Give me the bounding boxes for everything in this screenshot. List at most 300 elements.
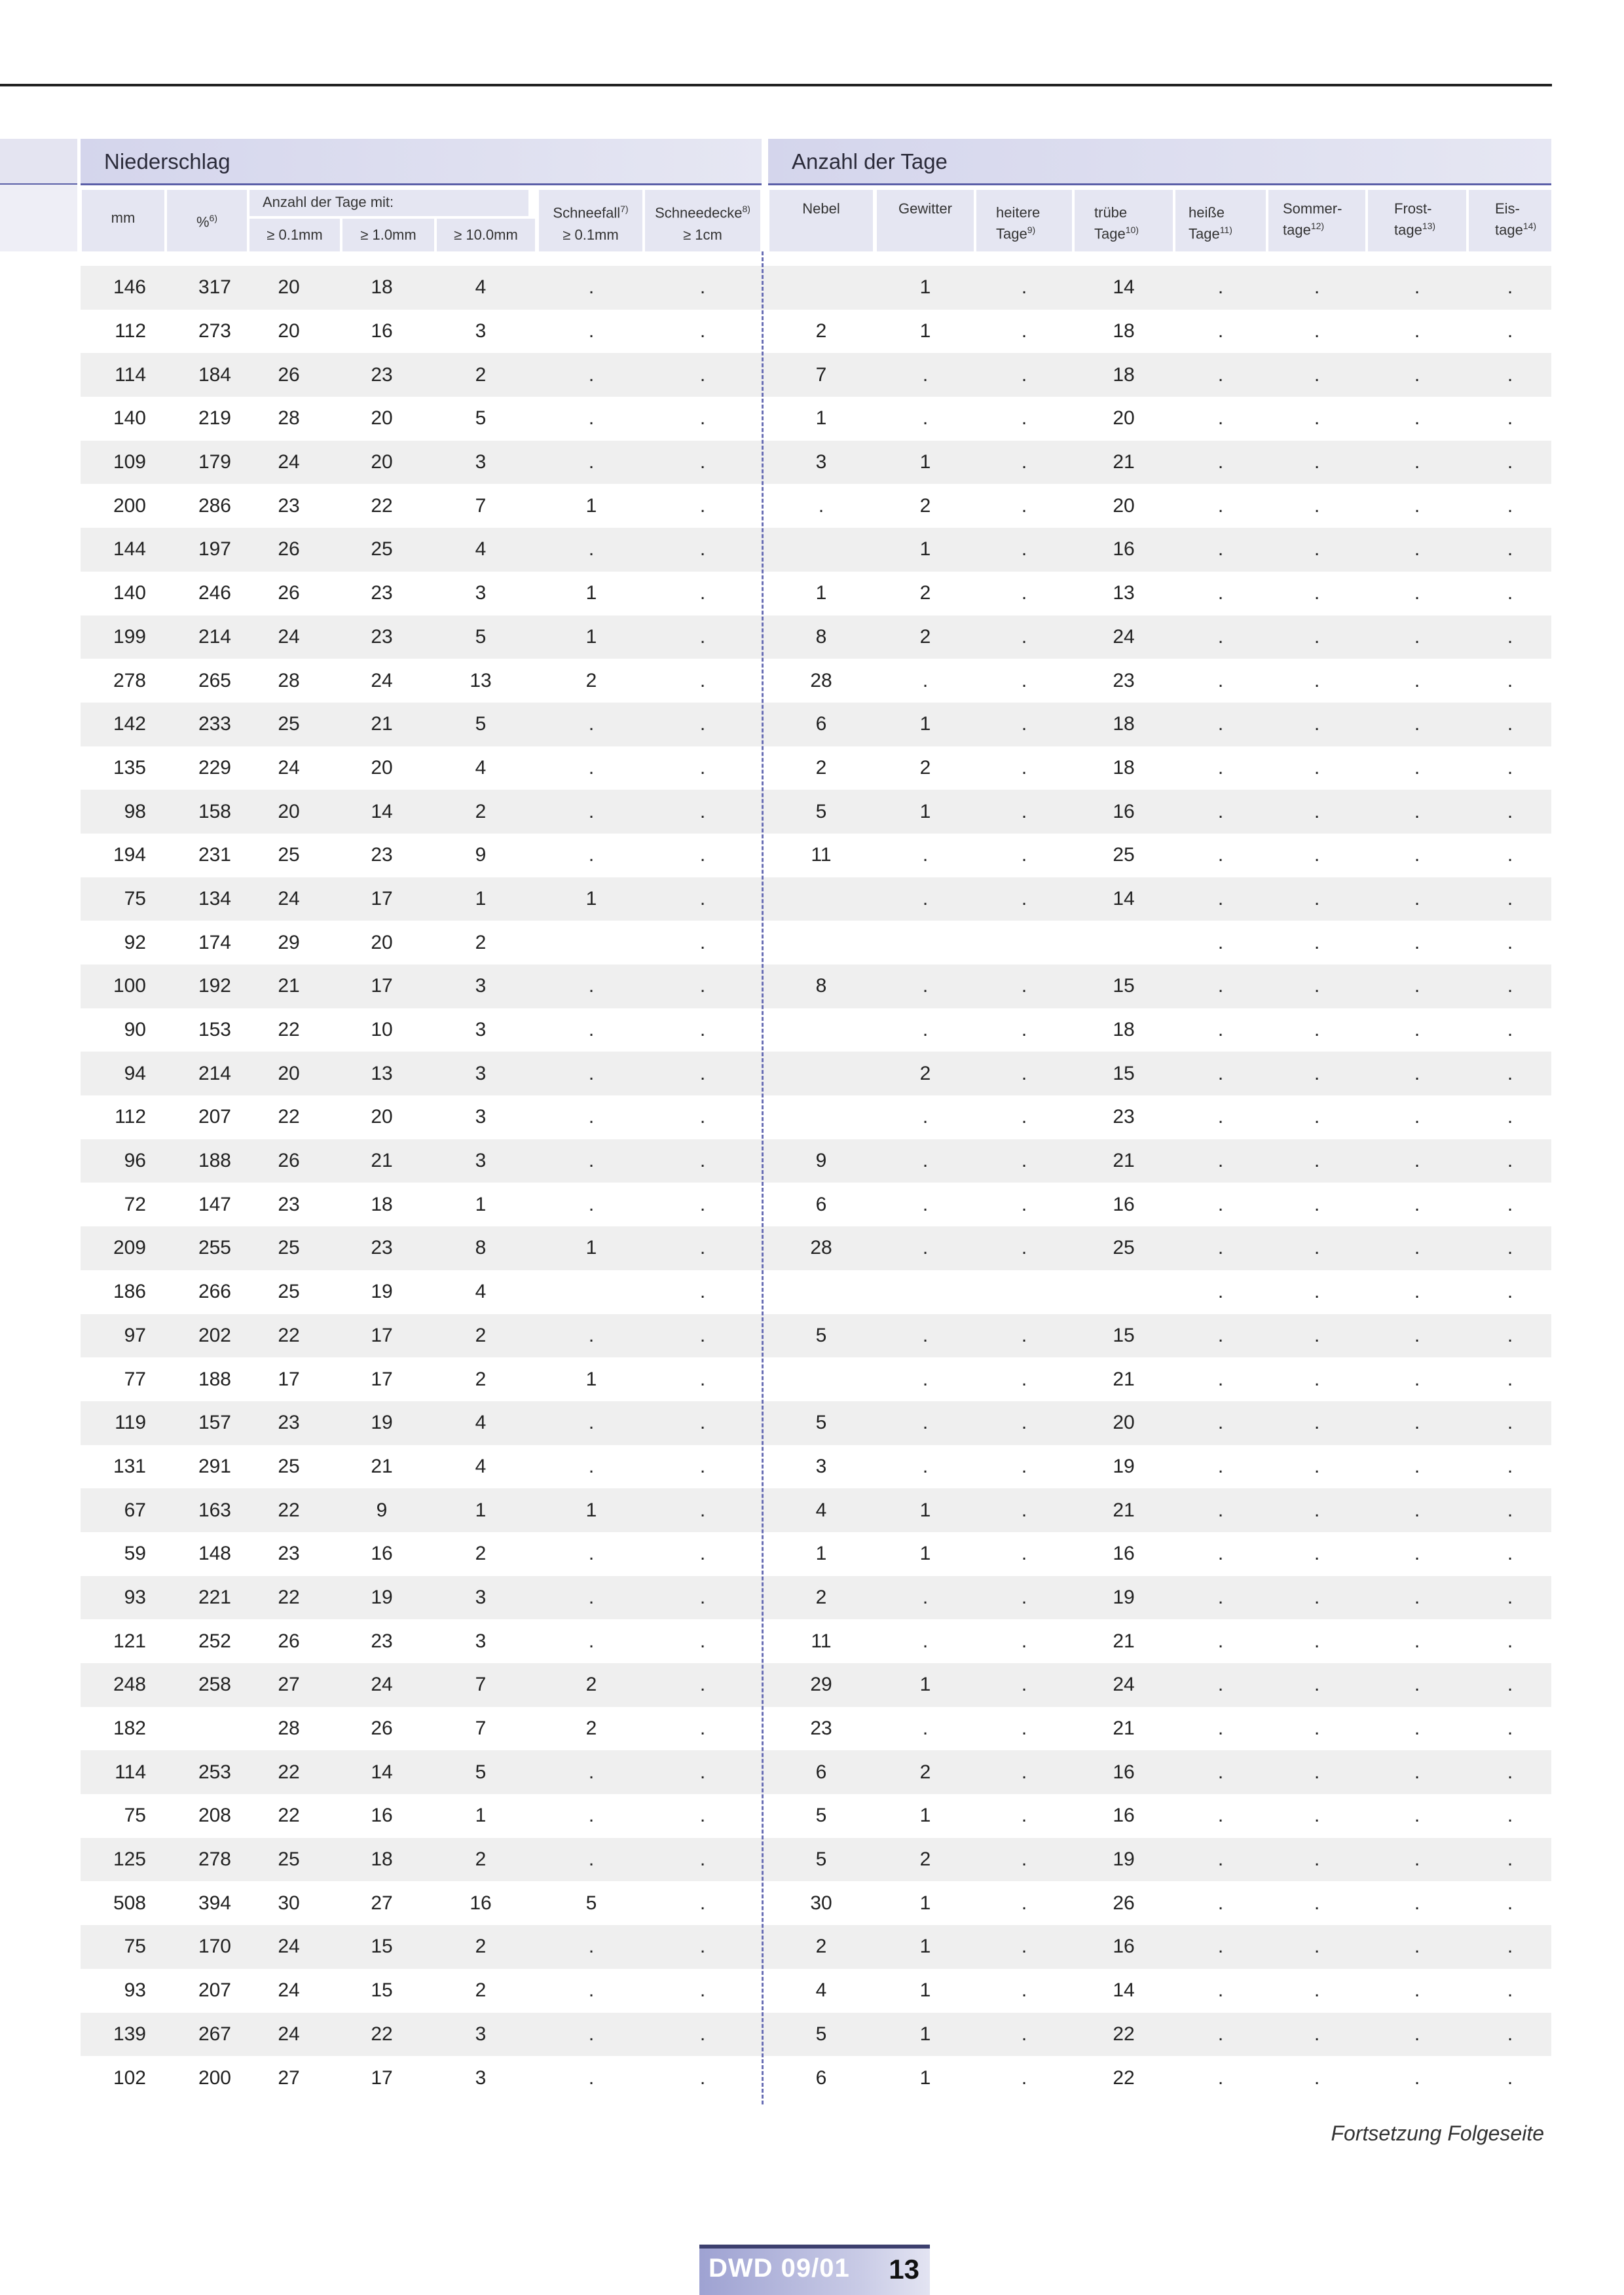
table-cell: . [922, 844, 929, 866]
table-cell: . [1217, 1324, 1224, 1346]
table-cell: 2 [475, 1543, 487, 1565]
table-cell: . [1217, 1761, 1224, 1783]
table-cell: 202 [198, 1324, 231, 1346]
table-cell: . [588, 713, 595, 735]
table-cell: 22 [278, 1499, 300, 1521]
table-cell: . [1021, 887, 1027, 909]
table-row [81, 746, 1551, 790]
table-cell: 20 [1113, 494, 1135, 517]
table-cell: 135 [113, 756, 146, 779]
table-cell: . [1021, 1979, 1027, 2002]
table-cell: 153 [198, 1019, 231, 1041]
table-cell: . [1217, 1019, 1224, 1041]
table-cell: 25 [278, 1455, 300, 1477]
table-row [81, 1576, 1551, 1620]
table-cell: 200 [113, 494, 146, 517]
table-cell: . [588, 975, 595, 997]
table-row [81, 2056, 1551, 2100]
top-rule [0, 84, 1552, 86]
table-cell: 20 [278, 800, 300, 822]
table-cell: 14 [371, 1761, 393, 1783]
table-cell: . [1314, 2066, 1320, 2089]
subhead-frosttage [1368, 190, 1466, 251]
table-cell: 21 [371, 1150, 393, 1172]
table-cell: 11 [811, 1630, 832, 1652]
table-cell: 15 [371, 1936, 393, 1958]
table-cell: . [699, 1499, 706, 1521]
table-cell: 16 [371, 1543, 393, 1565]
table-cell: 6 [815, 1761, 827, 1783]
table-cell: . [1414, 1193, 1420, 1215]
table-cell: 16 [371, 320, 393, 342]
table-cell: 25 [1113, 1237, 1135, 1259]
page-number: 13 [889, 2254, 919, 2285]
table-cell: 23 [1113, 669, 1135, 691]
table-cell: . [588, 1150, 595, 1172]
table-cell: 140 [113, 582, 146, 604]
table-cell: . [1314, 582, 1320, 604]
table-row [81, 1750, 1551, 1794]
table-cell: 2 [475, 1979, 487, 2002]
table-cell: 1 [475, 1805, 487, 1827]
table-cell: . [922, 1630, 929, 1652]
table-cell: . [1217, 669, 1224, 691]
table-cell: 1 [585, 887, 597, 909]
table-cell: . [1507, 1412, 1513, 1434]
table-cell: 258 [198, 1674, 231, 1696]
table-cell: 25 [371, 538, 393, 560]
table-cell: . [818, 494, 824, 517]
table-row [81, 1270, 1551, 1314]
table-cell: . [699, 1237, 706, 1259]
subhead-anzahl-mit-label: Anzahl der Tage mit: [263, 194, 394, 210]
subhead-eis-sup: 14) [1522, 221, 1537, 231]
subhead-anzahl-mit [249, 190, 528, 216]
table-cell: . [588, 1062, 595, 1084]
table-cell: . [1414, 1543, 1420, 1565]
table-cell: . [1217, 1499, 1224, 1521]
table-cell: 23 [371, 1237, 393, 1259]
table-cell: 24 [1113, 1674, 1135, 1696]
table-cell: . [1021, 363, 1027, 386]
table-cell: 394 [198, 1892, 231, 1914]
table-cell: 252 [198, 1630, 231, 1652]
table-cell: . [1414, 1106, 1420, 1128]
table-cell: . [1314, 1761, 1320, 1783]
table-cell: 1 [585, 582, 597, 604]
table-cell: 21 [1113, 1717, 1135, 1740]
table-cell: 248 [113, 1674, 146, 1696]
table-cell: 2 [919, 1761, 931, 1783]
table-cell: . [1314, 1193, 1320, 1215]
table-cell: . [1217, 1543, 1224, 1565]
table-cell: . [588, 1761, 595, 1783]
subhead-pct-label: % [196, 213, 210, 230]
table-row [81, 1488, 1551, 1532]
table-cell: . [922, 1106, 929, 1128]
table-cell: . [1217, 756, 1224, 779]
table-cell: 1 [585, 1368, 597, 1390]
table-cell: 112 [115, 320, 146, 342]
table-cell: 1 [919, 713, 931, 735]
table-cell: . [1021, 1019, 1027, 1041]
table-cell: . [1314, 975, 1320, 997]
table-cell: 163 [198, 1499, 231, 1521]
table-cell: . [1507, 1281, 1513, 1303]
table-cell: 157 [198, 1412, 231, 1434]
table-cell: . [1021, 1936, 1027, 1958]
table-cell [769, 1052, 873, 1095]
table-cell: 28 [278, 669, 300, 691]
table-cell: . [1414, 1499, 1420, 1521]
subhead-heisse-sup: 11) [1219, 225, 1232, 235]
table-cell: 11 [811, 844, 832, 866]
table-cell: 1 [475, 1499, 487, 1521]
table-cell: . [699, 975, 706, 997]
table-cell: 16 [1113, 1543, 1135, 1565]
table-cell: 3 [475, 1630, 487, 1652]
table-cell: . [699, 1412, 706, 1434]
table-cell: 148 [198, 1543, 231, 1565]
table-cell: 94 [124, 1062, 146, 1084]
table-cell: 23 [278, 494, 300, 517]
subhead-heitere-sup: 9) [1027, 225, 1036, 235]
table-cell: 16 [470, 1892, 492, 1914]
table-cell: 14 [1113, 276, 1135, 299]
table-cell: 13 [1113, 582, 1135, 604]
table-cell: . [1507, 1543, 1513, 1565]
table-cell: 2 [475, 931, 487, 953]
table-cell: . [1021, 1150, 1027, 1172]
table-cell: . [1414, 756, 1420, 779]
table-cell: . [1314, 494, 1320, 517]
table-cell: . [1314, 1281, 1320, 1303]
table-row [81, 266, 1551, 310]
table-cell: . [1507, 1979, 1513, 2002]
table-cell: . [1414, 1368, 1420, 1390]
table-cell: . [1414, 1412, 1420, 1434]
table-cell: 67 [124, 1499, 146, 1521]
table-cell: . [1507, 1455, 1513, 1477]
table-cell: . [699, 931, 706, 953]
table-cell: 23 [810, 1717, 832, 1740]
table-cell: 4 [475, 1412, 487, 1434]
subhead-schneefall-sub: ≥ 0.1mm [563, 227, 619, 244]
table-cell: 15 [371, 1979, 393, 2002]
table-row [81, 834, 1551, 877]
table-cell: . [588, 451, 595, 473]
table-cell: . [1217, 276, 1224, 299]
table-cell [769, 1008, 873, 1052]
table-cell: . [1217, 1630, 1224, 1652]
table-cell: 14 [1113, 1979, 1135, 2002]
table-cell: 24 [278, 1936, 300, 1958]
table-cell: 200 [198, 2066, 231, 2089]
table-cell: 134 [198, 887, 231, 909]
table-cell: . [1021, 1455, 1027, 1477]
table-cell: 19 [371, 1412, 393, 1434]
table-cell: . [1217, 1237, 1224, 1259]
table-cell: . [1414, 451, 1420, 473]
table-cell: . [699, 276, 706, 299]
table-cell: . [699, 1455, 706, 1477]
table-row [81, 790, 1551, 834]
table-cell: . [588, 1324, 595, 1346]
table-cell: . [699, 1630, 706, 1652]
table-cell: 23 [371, 582, 393, 604]
table-cell: . [1507, 1019, 1513, 1041]
table-row [81, 484, 1551, 528]
table-cell: 16 [1113, 1761, 1135, 1783]
table-cell: . [1314, 1674, 1320, 1696]
table-cell: 18 [371, 276, 393, 299]
table-cell: 13 [371, 1062, 393, 1084]
table-cell: 19 [371, 1281, 393, 1303]
subhead-sommertage [1268, 190, 1365, 251]
table-cell: 23 [278, 1193, 300, 1215]
table-cell: . [1314, 1237, 1320, 1259]
subhead-truebe-sup: 10) [1125, 225, 1139, 235]
table-cell: 2 [815, 756, 827, 779]
table-cell: 26 [278, 538, 300, 560]
table-cell: . [1021, 1324, 1027, 1346]
table-cell: . [699, 1368, 706, 1390]
table-cell: 4 [475, 756, 487, 779]
table-cell: . [1314, 407, 1320, 430]
table-cell: 3 [475, 1106, 487, 1128]
table-cell: . [699, 1936, 706, 1958]
table-cell: 18 [371, 1848, 393, 1871]
table-row [81, 615, 1551, 659]
table-cell: . [1021, 1193, 1027, 1215]
table-row [81, 1052, 1551, 1095]
table-row [81, 1314, 1551, 1358]
table-cell: . [1314, 1586, 1320, 1608]
table-cell: 197 [198, 538, 231, 560]
table-cell: 24 [278, 451, 300, 473]
subhead-eis-l2: tage [1495, 221, 1523, 238]
table-cell: . [1414, 1892, 1420, 1914]
table-cell: . [699, 538, 706, 560]
table-cell: . [1217, 1368, 1224, 1390]
table-cell: . [1314, 1848, 1320, 1871]
subhead-truebe-l2: Tage [1094, 225, 1126, 242]
table-cell: 20 [1113, 407, 1135, 430]
table-cell: . [1414, 1324, 1420, 1346]
table-cell: 2 [475, 363, 487, 386]
table-cell: 208 [198, 1805, 231, 1827]
table-cell: 25 [1113, 844, 1135, 866]
table-cell: 3 [815, 1455, 827, 1477]
table-cell: 17 [371, 1368, 393, 1390]
table-cell: 209 [113, 1237, 146, 1259]
table-cell: . [699, 1150, 706, 1172]
table-cell: 21 [1113, 1630, 1135, 1652]
table-cell: 146 [113, 276, 146, 299]
table-cell: 2 [475, 1324, 487, 1346]
table-cell: 25 [278, 713, 300, 735]
table-cell: . [1414, 1674, 1420, 1696]
table-cell: . [588, 1543, 595, 1565]
table-cell [769, 1357, 873, 1401]
table-cell: 28 [278, 407, 300, 430]
table-cell: . [1217, 1062, 1224, 1084]
table-cell [769, 877, 873, 921]
table-cell: 21 [1113, 1368, 1135, 1390]
table-cell: 278 [113, 669, 146, 691]
table-cell: . [922, 1150, 929, 1172]
table-cell: . [699, 1805, 706, 1827]
table-cell [769, 528, 873, 572]
subhead-heisse-l2: Tage [1189, 225, 1220, 242]
table-cell: 22 [371, 2023, 393, 2045]
table-cell: 16 [371, 1805, 393, 1827]
table-cell: 174 [198, 931, 231, 953]
table-cell: 1 [919, 800, 931, 822]
subhead-frost-l2: tage [1394, 221, 1422, 238]
table-cell: . [1414, 1936, 1420, 1958]
table-cell: 25 [278, 844, 300, 866]
table-cell: 18 [1113, 756, 1135, 779]
table-cell: . [588, 1586, 595, 1608]
table-cell: 1 [919, 1674, 931, 1696]
table-cell: 4 [475, 538, 487, 560]
table-cell: . [1507, 1848, 1513, 1871]
table-cell: 23 [371, 1630, 393, 1652]
table-cell: 59 [124, 1543, 146, 1565]
table-cell: . [1507, 1761, 1513, 1783]
table-cell: . [588, 538, 595, 560]
table-cell: . [1507, 1106, 1513, 1128]
niederschlag-rule [81, 183, 762, 185]
table-cell: 20 [371, 931, 393, 953]
table-cell: . [588, 1193, 595, 1215]
table-cell: 20 [1113, 1412, 1135, 1434]
table-cell: . [699, 1674, 706, 1696]
table-cell: . [699, 1019, 706, 1041]
subhead-sommer-sup: 12) [1310, 221, 1325, 231]
table-cell: 21 [1113, 1499, 1135, 1521]
table-cell: 2 [919, 494, 931, 517]
table-row [81, 1925, 1551, 1969]
table-cell: 3 [475, 2023, 487, 2045]
table-cell: . [1314, 1936, 1320, 1958]
table-cell: . [922, 1324, 929, 1346]
table-cell: . [1507, 1936, 1513, 1958]
table-cell: . [588, 407, 595, 430]
table-cell: . [699, 1106, 706, 1128]
table-cell: 17 [278, 1368, 300, 1390]
table-row [81, 1707, 1551, 1751]
table-cell: 102 [113, 2066, 146, 2089]
table-cell: . [1414, 669, 1420, 691]
table-cell: 3 [475, 2066, 487, 2089]
table-cell: 93 [124, 1979, 146, 2002]
continuation-note: Fortsetzung Folgeseite [1331, 2121, 1544, 2145]
table-cell: . [1414, 1848, 1420, 1871]
subhead-pct-sup: 6) [209, 213, 217, 223]
table-cell: . [1021, 582, 1027, 604]
table-cell: . [1217, 1717, 1224, 1740]
table-cell [769, 1270, 873, 1314]
subhead-pct [167, 190, 247, 251]
table-cell: 2 [919, 756, 931, 779]
table-cell: 207 [198, 1979, 231, 2002]
table-cell: . [1507, 1062, 1513, 1084]
table-cell: 1 [585, 494, 597, 517]
table-cell: 21 [371, 1455, 393, 1477]
table-cell: . [922, 975, 929, 997]
table-row [81, 659, 1551, 703]
table-cell: 22 [278, 1761, 300, 1783]
table-cell: . [922, 1717, 929, 1740]
section-divider [762, 251, 764, 2104]
subhead-heitere-l1: heitere [996, 204, 1041, 221]
table-row [81, 353, 1551, 397]
table-cell: 278 [198, 1848, 231, 1871]
table-cell: . [1021, 713, 1027, 735]
subhead-frost-sup: 13) [1422, 221, 1436, 231]
table-cell: . [922, 1019, 929, 1041]
table-cell: 23 [371, 844, 393, 866]
table-cell: 23 [371, 625, 393, 648]
table-cell: 8 [815, 975, 827, 997]
table-cell: . [1021, 1237, 1027, 1259]
table-cell: 1 [475, 887, 487, 909]
table-cell: 97 [124, 1324, 146, 1346]
table-cell: 170 [198, 1936, 231, 1958]
table-cell: . [699, 1717, 706, 1740]
table-cell: 26 [278, 1630, 300, 1652]
table-cell: 22 [278, 1586, 300, 1608]
table-cell: . [699, 363, 706, 386]
table-cell: 3 [475, 1586, 487, 1608]
table-cell: . [1314, 1062, 1320, 1084]
table-cell: . [1507, 1324, 1513, 1346]
table-cell: 246 [198, 582, 231, 604]
table-cell: . [1021, 276, 1027, 299]
table-cell: 27 [278, 1674, 300, 1696]
table-cell: 14 [1113, 887, 1135, 909]
table-cell [769, 1095, 873, 1139]
table-cell: . [1021, 1674, 1027, 1696]
table-cell: 2 [919, 582, 931, 604]
table-cell: . [699, 713, 706, 735]
table-cell: . [699, 2066, 706, 2089]
table-cell: . [1021, 1062, 1027, 1084]
table-cell: . [1314, 320, 1320, 342]
anzahl-tage-title: Anzahl der Tage [792, 149, 948, 174]
table-cell: . [1314, 451, 1320, 473]
table-cell: 7 [475, 1717, 487, 1740]
table-cell: 20 [278, 320, 300, 342]
table-cell: 6 [815, 2066, 827, 2089]
table-cell: 273 [198, 320, 231, 342]
table-cell: . [922, 363, 929, 386]
table-cell: 5 [815, 1848, 827, 1871]
subhead-ge01 [249, 219, 340, 251]
table-cell: . [1217, 1848, 1224, 1871]
table-cell: 92 [124, 931, 146, 953]
table-cell: . [1507, 756, 1513, 779]
table-cell: 3 [475, 1150, 487, 1172]
table-cell: 19 [1113, 1455, 1135, 1477]
table-cell [976, 921, 1072, 964]
table-cell: 19 [371, 1586, 393, 1608]
table-cell: 19 [1113, 1586, 1135, 1608]
table-cell: . [588, 2023, 595, 2045]
table-row [81, 572, 1551, 615]
